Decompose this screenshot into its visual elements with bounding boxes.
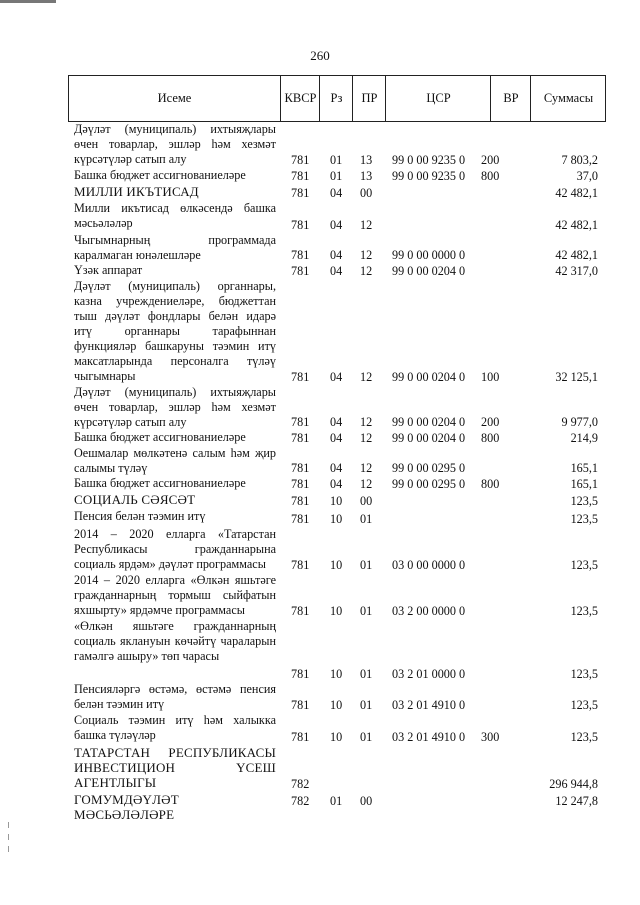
header-rz: Рз <box>319 76 353 121</box>
table-row <box>0 573 640 619</box>
row-name: МИЛЛИ ИКЪТИСАД <box>74 184 199 199</box>
row-csr: 99 0 00 0000 0 <box>392 248 466 262</box>
row-rz: 04 <box>330 218 343 232</box>
row-kvsr: 781 <box>291 186 310 200</box>
row-sum: 12 247,8 <box>555 794 598 808</box>
table-row <box>0 492 640 509</box>
row-csr: 03 2 00 0000 0 <box>392 604 466 618</box>
row-rz: 04 <box>330 477 343 491</box>
row-csr: 99 0 00 0204 0 <box>392 415 466 429</box>
row-csr: 99 0 00 9235 0 <box>392 153 466 167</box>
row-kvsr: 781 <box>291 153 310 167</box>
row-name: Дәүләт (муниципаль) ихтыяҗлары өчен товарлар, эшләр һәм хезмәт күрсәтүләр сатып алу <box>74 122 276 166</box>
row-vr: 800 <box>481 169 500 183</box>
row-name: «Өлкән яшьтәге гражданнарның социаль яклануын көчәйтү чараларын гамәлгә ашыру» төп чарасы <box>74 619 276 663</box>
table-row <box>0 122 640 168</box>
row-name: Милли икътисад өлкәсендә башка мәсьәләләр <box>74 201 276 230</box>
row-rz: 04 <box>330 431 343 445</box>
row-rz: 10 <box>330 494 343 508</box>
row-sum: 123,5 <box>570 494 598 508</box>
table-header <box>68 75 606 122</box>
table-row <box>0 619 640 682</box>
row-csr <box>392 794 480 809</box>
table-row <box>0 509 640 527</box>
row-csr: 99 0 00 0295 0 <box>392 477 466 491</box>
row-pr: 13 <box>360 153 373 167</box>
row-rz: 01 <box>330 153 343 167</box>
row-pr: 01 <box>360 667 373 681</box>
row-pr: 01 <box>360 558 373 572</box>
row-rz: 10 <box>330 604 343 618</box>
row-rz: 10 <box>330 512 343 526</box>
row-rz <box>330 777 352 792</box>
row-name: СОЦИАЛЬ СӘЯСӘТ <box>74 492 196 507</box>
row-rz: 10 <box>330 558 343 572</box>
row-sum: 42 482,1 <box>555 186 598 200</box>
row-sum: 165,1 <box>570 461 598 475</box>
row-rz: 04 <box>330 370 343 384</box>
table-row <box>0 713 640 745</box>
row-name: Башка бюджет ассигнованиеләре <box>74 476 246 490</box>
row-kvsr: 781 <box>291 218 310 232</box>
row-pr: 12 <box>360 218 373 232</box>
row-name: Чыгымнарның программада каралмаган юнәлешләре <box>74 233 276 262</box>
row-pr: 12 <box>360 477 373 491</box>
row-sum: 7 803,2 <box>561 153 598 167</box>
row-pr: 12 <box>360 431 373 445</box>
row-csr: 99 0 00 9235 0 <box>392 169 466 183</box>
row-rz: 04 <box>330 264 343 278</box>
row-pr: 12 <box>360 461 373 475</box>
row-name: Үзәк аппарат <box>74 263 143 277</box>
top-rule <box>0 0 56 3</box>
row-rz: 04 <box>330 415 343 429</box>
row-csr <box>392 186 480 201</box>
row-pr: 12 <box>360 248 373 262</box>
row-sum: 123,5 <box>570 698 598 712</box>
table-body <box>0 122 640 822</box>
row-rz: 10 <box>330 698 343 712</box>
row-name: Социаль тәэмин итү һәм халыкка башка түләүләр <box>74 713 276 742</box>
row-csr: 03 0 00 0000 0 <box>392 558 466 572</box>
row-sum: 123,5 <box>570 730 598 744</box>
header-pr: ПР <box>352 76 386 121</box>
table-row <box>0 476 640 492</box>
row-sum: 32 125,1 <box>555 370 598 384</box>
table-row <box>0 527 640 573</box>
header-name: Исеме <box>157 91 192 105</box>
row-sum: 42 317,0 <box>555 264 598 278</box>
row-name: Пенсияләргә өстәмә, өстәмә пенсия белән тәэмин итү <box>74 682 276 711</box>
row-csr: 03 2 01 0000 0 <box>392 667 466 681</box>
row-csr: 99 0 00 0204 0 <box>392 264 466 278</box>
row-sum: 42 482,1 <box>555 248 598 262</box>
row-kvsr: 782 <box>291 777 310 791</box>
row-csr: 99 0 00 0295 0 <box>392 461 466 475</box>
row-kvsr: 782 <box>291 794 310 808</box>
row-pr: 12 <box>360 264 373 278</box>
row-kvsr: 781 <box>291 248 310 262</box>
row-rz: 04 <box>330 186 343 200</box>
table-row <box>0 682 640 713</box>
header-csr: ЦСР <box>385 76 491 121</box>
row-csr <box>392 218 480 233</box>
row-rz: 01 <box>330 169 343 183</box>
row-pr: 13 <box>360 169 373 183</box>
header-kvsr: КВСР <box>280 76 320 121</box>
row-kvsr: 781 <box>291 477 310 491</box>
table-row <box>0 201 640 233</box>
row-sum: 165,1 <box>570 477 598 491</box>
row-name: ТАТАРСТАН РЕСПУБЛИКАСЫ ИНВЕСТИЦИОН ҮСЕШ АГЕНТЛЫГЫ <box>74 745 276 790</box>
table-row <box>0 168 640 184</box>
scan-margin-marks <box>8 822 10 862</box>
row-pr: 00 <box>360 794 373 808</box>
row-kvsr: 781 <box>291 370 310 384</box>
table-row <box>0 745 640 792</box>
row-kvsr: 781 <box>291 415 310 429</box>
row-pr: 01 <box>360 698 373 712</box>
row-name: ГОМУМДӘҮЛӘТ МӘСЬӘЛӘЛӘРЕ <box>74 792 179 822</box>
row-kvsr: 781 <box>291 169 310 183</box>
row-name: Башка бюджет ассигнованиеләре <box>74 168 246 182</box>
row-pr: 01 <box>360 512 373 526</box>
row-vr: 200 <box>481 153 500 167</box>
row-sum: 296 944,8 <box>549 777 598 791</box>
row-csr <box>392 512 480 527</box>
row-sum: 37,0 <box>576 169 598 183</box>
header-sum: Суммасы <box>530 76 606 121</box>
row-sum: 123,5 <box>570 512 598 526</box>
table-row <box>0 279 640 385</box>
row-kvsr: 781 <box>291 494 310 508</box>
row-kvsr: 781 <box>291 667 310 681</box>
table-row <box>0 430 640 446</box>
row-pr <box>360 777 382 792</box>
row-kvsr: 781 <box>291 264 310 278</box>
table-row <box>0 263 640 279</box>
row-vr: 300 <box>481 730 500 744</box>
row-csr <box>392 777 480 792</box>
table-row <box>0 446 640 476</box>
row-pr: 01 <box>360 604 373 618</box>
row-sum: 123,5 <box>570 604 598 618</box>
row-csr <box>392 494 480 509</box>
row-vr: 800 <box>481 477 500 491</box>
row-sum: 42 482,1 <box>555 218 598 232</box>
row-vr: 100 <box>481 370 500 384</box>
row-csr: 99 0 00 0204 0 <box>392 431 466 445</box>
row-rz: 10 <box>330 730 343 744</box>
row-kvsr: 781 <box>291 558 310 572</box>
row-vr: 800 <box>481 431 500 445</box>
row-pr: 01 <box>360 730 373 744</box>
row-sum: 123,5 <box>570 667 598 681</box>
row-kvsr: 781 <box>291 512 310 526</box>
row-kvsr: 781 <box>291 461 310 475</box>
row-sum: 123,5 <box>570 558 598 572</box>
row-pr: 12 <box>360 415 373 429</box>
row-rz: 04 <box>330 248 343 262</box>
row-csr: 03 2 01 4910 0 <box>392 730 466 744</box>
row-kvsr: 781 <box>291 698 310 712</box>
table-row <box>0 792 640 822</box>
row-pr: 12 <box>360 370 373 384</box>
row-pr: 00 <box>360 494 373 508</box>
row-vr: 200 <box>481 415 500 429</box>
row-rz: 04 <box>330 461 343 475</box>
row-name: 2014 – 2020 елларга «Татарстан Республикасы гражданнарына социаль ярдәм» дәүләт программасы <box>74 527 276 571</box>
row-csr: 03 2 01 4910 0 <box>392 698 466 712</box>
row-csr: 99 0 00 0204 0 <box>392 370 466 384</box>
row-kvsr: 781 <box>291 604 310 618</box>
header-vr: ВР <box>490 76 531 121</box>
row-rz: 10 <box>330 667 343 681</box>
row-pr: 00 <box>360 186 373 200</box>
row-sum: 214,9 <box>570 431 598 445</box>
row-name: Оешмалар мөлкәтенә салым һәм җир салымы түләү <box>74 446 276 475</box>
row-sum: 9 977,0 <box>561 415 598 429</box>
row-rz: 01 <box>330 794 343 808</box>
table-row <box>0 233 640 263</box>
table-row <box>0 184 640 201</box>
page-number: 260 <box>310 48 330 63</box>
row-kvsr: 781 <box>291 431 310 445</box>
row-name: Дәүләт (муниципаль) органнары, казна учреждениеләре, бюджеттан тыш дәүләт фондлары белән идарә итү органнары тарафыннан функцияләр башкаруны тәэмин итү максатларында персоналга түләү чыгымнары <box>74 279 276 383</box>
table-row <box>0 385 640 430</box>
row-name: Башка бюджет ассигнованиеләре <box>74 430 246 444</box>
row-name: 2014 – 2020 елларга «Өлкән яшьтәге гражданнарның тормыш сыйфатын яхшырту» ярдәмче программасы <box>74 573 276 617</box>
row-name: Пенсия белән тәэмин итү <box>74 509 206 523</box>
row-kvsr: 781 <box>291 730 310 744</box>
row-name: Дәүләт (муниципаль) ихтыяҗлары өчен товарлар, эшләр һәм хезмәт күрсәтүләр сатып алу <box>74 385 276 429</box>
